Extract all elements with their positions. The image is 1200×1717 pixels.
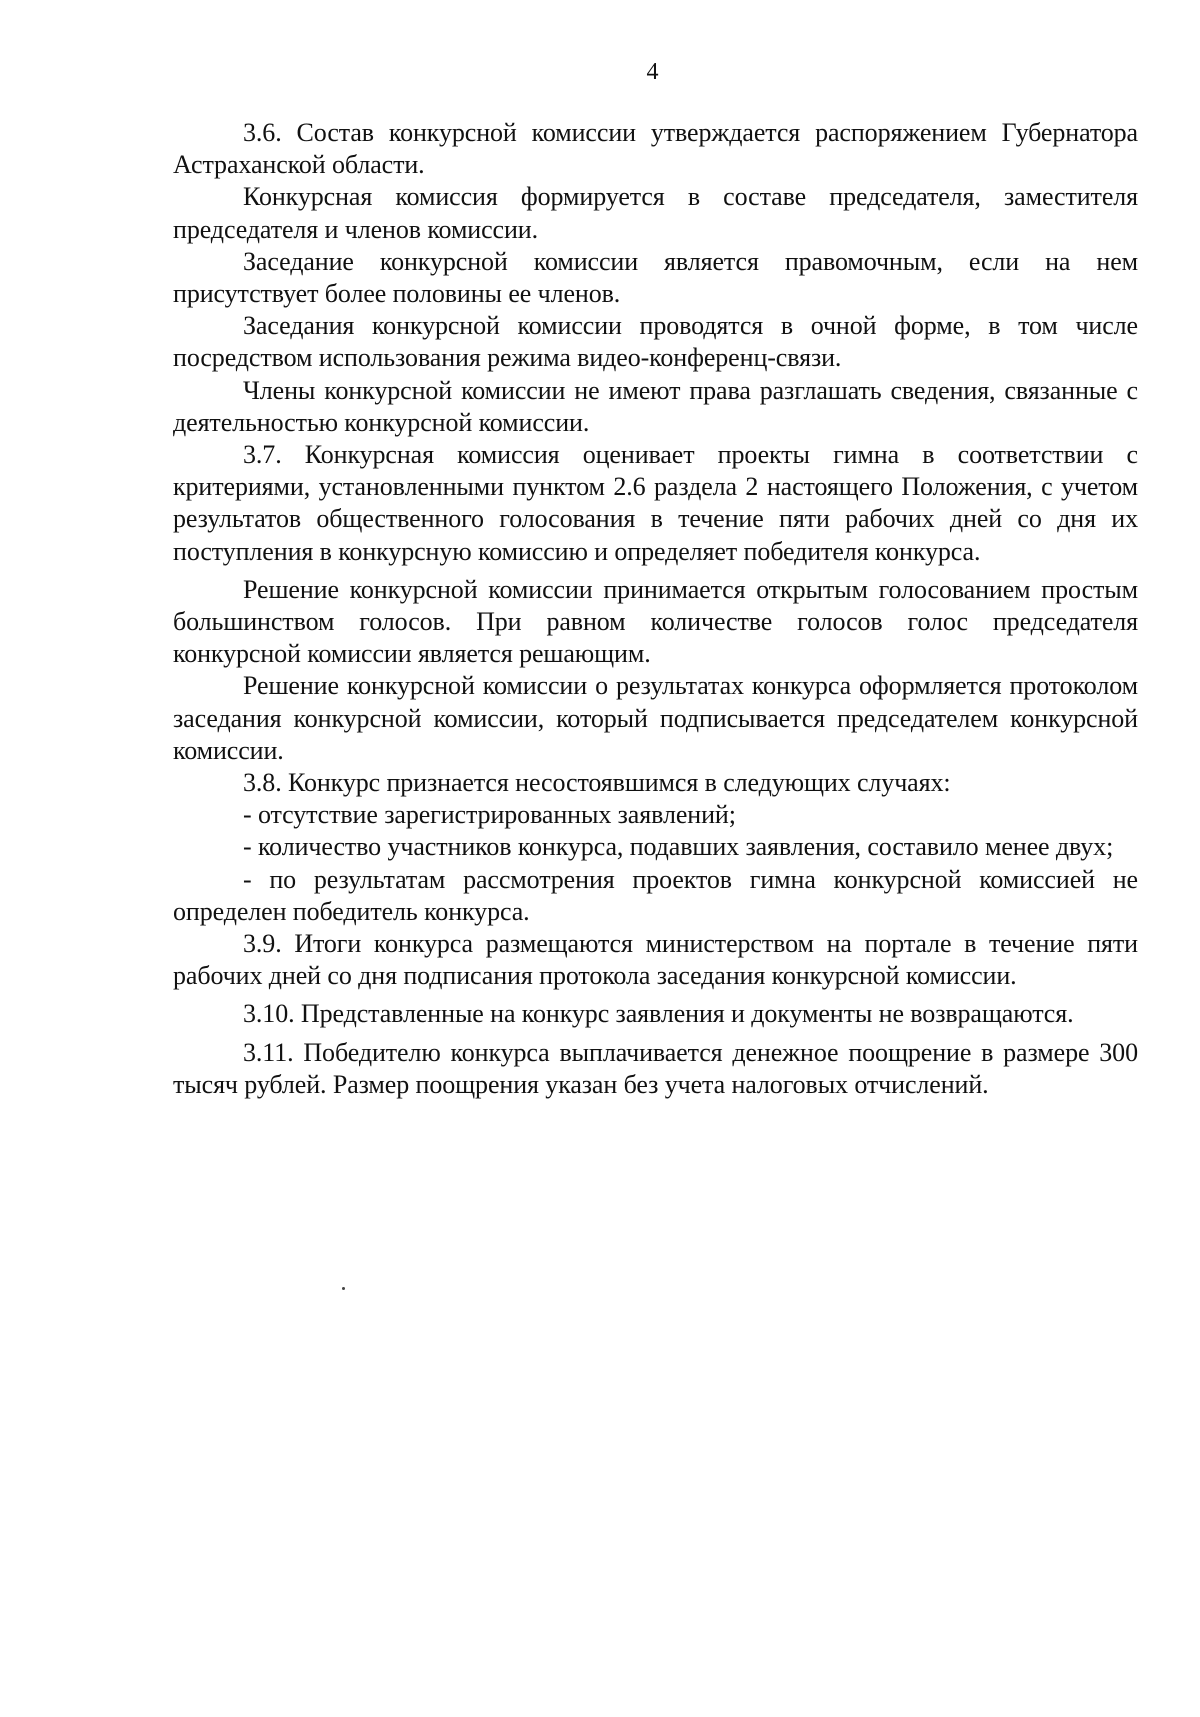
paragraph-voting: Решение конкурсной комиссии принимается открытым голосованием простым большинством голосов. При равном количестве голосов голос председателя конкурсной комиссии является решающим.: [173, 574, 1138, 669]
paragraph-3-8: 3.8. Конкурс признается несостоявшимся в следующих случаях:: [243, 768, 951, 798]
paragraph-3-6: 3.6. Состав конкурсной комиссии утверждается распоряжением Губернатора Астраханской области.: [173, 118, 1138, 180]
paragraph-3-7: 3.7. Конкурсная комиссия оценивает проекты гимна в соответствии с критериями, установленными пунктом 2.6 раздела 2 настоящего Положения, с учетом результатов общественного голосования в течение пяти рабочих дней со дня их поступления в конкурсную комиссию и определяет победителя конкурса.: [173, 440, 1138, 566]
paragraph-confidentiality: Члены конкурсной комиссии не имеют права разглашать сведения, связанные с деятельностью конкурсной комиссии.: [173, 375, 1138, 437]
paragraph-protocol: Решение конкурсной комиссии о результатах конкурса оформляется протоколом заседания конкурсной комиссии, который подписывается председателем конкурсной комиссии.: [173, 671, 1138, 765]
scan-dot-mark: [342, 1287, 345, 1290]
paragraph-3-11: 3.11. Победителю конкурса выплачивается денежное поощрение в размере 300 тысяч рублей. Размер поощрения указан без учета налоговых отчислений.: [173, 1037, 1138, 1099]
list-item-few-participants: - количество участников конкурса, подавших заявления, составило менее двух;: [243, 832, 1114, 862]
paragraph-3-9: 3.9. Итоги конкурса размещаются министерством на портале в течение пяти рабочих дней со дня подписания протокола заседания конкурсной комиссии.: [173, 929, 1138, 991]
paragraph-meeting-form: Заседания конкурсной комиссии проводятся в очной форме, в том числе посредством использования режима видео-конференц-связи.: [173, 311, 1138, 373]
paragraph-3-10: 3.10. Представленные на конкурс заявления и документы не возвращаются.: [243, 999, 1074, 1029]
paragraph-quorum: Заседание конкурсной комиссии является правомочным, если на нем присутствует более половины ее членов.: [173, 246, 1138, 309]
list-item-no-applications: - отсутствие зарегистрированных заявлений;: [243, 800, 736, 830]
page-number: 4: [646, 59, 659, 85]
list-item-no-winner: - по результатам рассмотрения проектов гимна конкурсной комиссией не определен победитель конкурса.: [173, 864, 1138, 926]
document-body: [173, 117, 1138, 1101]
paragraph-commission-composition: Конкурсная комиссия формируется в составе председателя, заместителя председателя и членов комиссии.: [173, 182, 1138, 244]
